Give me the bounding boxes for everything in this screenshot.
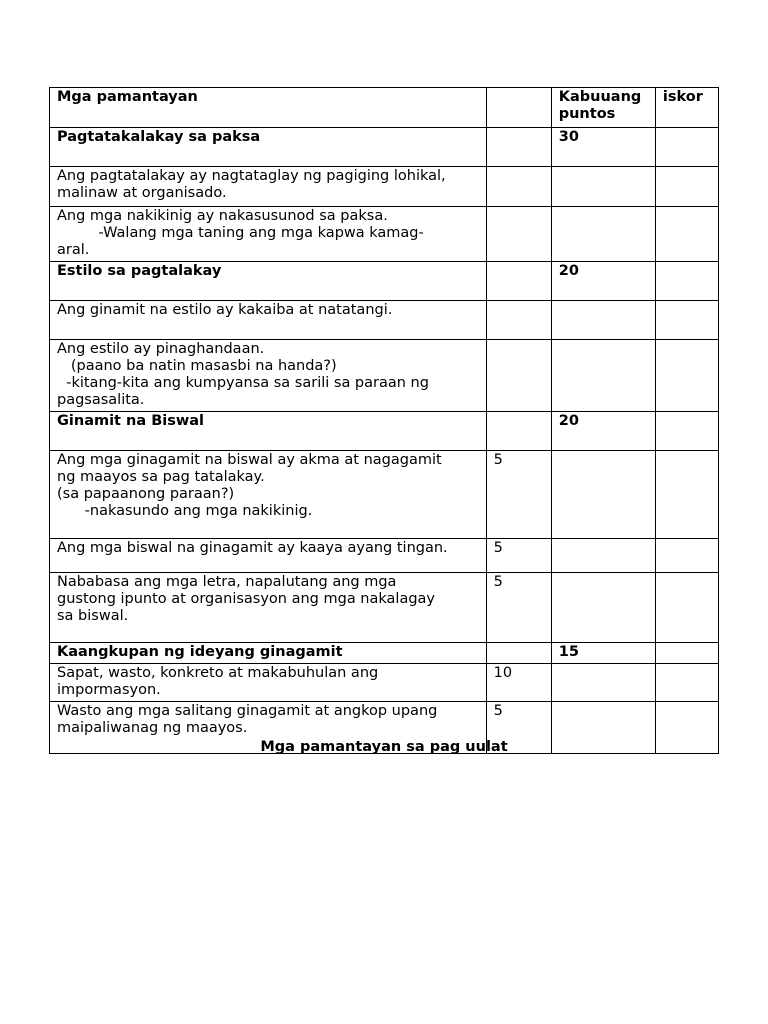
section-title: [50, 412, 487, 451]
text-line: Estilo sa pagtalakay: [57, 263, 222, 279]
total-cell: [551, 573, 655, 643]
text-line: ng maayos sa pag tatalakay.: [57, 469, 265, 485]
total-cell: [551, 340, 655, 412]
text-line: Ginamit na Biswal: [57, 413, 204, 429]
criterion-text: [50, 451, 487, 539]
criterion-row: [50, 664, 719, 702]
score-cell: [655, 573, 718, 643]
criterion-row: [50, 207, 719, 262]
score-cell: [655, 340, 718, 412]
criterion-row: [50, 539, 719, 573]
rubric-table: [49, 87, 719, 754]
section-title: [50, 262, 487, 301]
text-line: Ang mga ginagamit na biswal ay akma at nagagamit: [57, 452, 442, 468]
criterion-text: [50, 167, 487, 207]
text-line: sa biswal.: [57, 608, 129, 624]
points-cell: [486, 167, 551, 207]
points-cell: 10: [486, 664, 551, 702]
score-cell: [655, 262, 718, 301]
score-cell: [655, 412, 718, 451]
text-line: Nababasa ang mga letra, napalutang ang mga: [57, 574, 397, 590]
total-cell: [551, 207, 655, 262]
score-cell: [655, 167, 718, 207]
points-cell: [486, 340, 551, 412]
header-criteria: Mga pamantayan: [50, 88, 487, 128]
section-row: [50, 128, 719, 167]
points-cell: [486, 262, 551, 301]
text-line: (sa papaanong paraan?): [57, 486, 235, 502]
text-line: Ang pagtatalakay ay nagtataglay ng pagiging lohikal,: [57, 168, 446, 184]
total-cell: 20: [551, 262, 655, 301]
points-cell: [486, 128, 551, 167]
score-cell: [655, 207, 718, 262]
text-line: -Walang mga taning ang mga kapwa kamag-: [57, 225, 424, 241]
text-line: Pagtatakalakay sa paksa: [57, 129, 261, 145]
text-line: -nakasundo ang mga nakikinig.: [57, 503, 313, 519]
section-row: [50, 412, 719, 451]
score-cell: [655, 301, 718, 340]
score-cell: [655, 664, 718, 702]
criterion-text: [50, 340, 487, 412]
text-line: malinaw at organisado.: [57, 185, 227, 201]
points-cell: 5: [486, 539, 551, 573]
section-title: [50, 643, 487, 664]
section-title: [50, 128, 487, 167]
total-cell: [551, 167, 655, 207]
criterion-row: [50, 340, 719, 412]
header-row: [50, 88, 719, 128]
header-total-line1: Kabuuang: [558, 89, 642, 105]
total-cell: [551, 539, 655, 573]
points-cell: 5: [486, 573, 551, 643]
criterion-row: [50, 573, 719, 643]
points-cell: [486, 412, 551, 451]
criterion-text: [50, 539, 487, 573]
text-line: (paano ba natin masasbi na handa?): [57, 358, 337, 374]
criterion-text: [50, 301, 487, 340]
section-row: [50, 643, 719, 664]
header-total-line2: puntos: [558, 106, 616, 122]
criterion-text: [50, 207, 487, 262]
header-score: iskor: [655, 88, 718, 128]
criterion-text: [50, 573, 487, 643]
points-cell: 5: [486, 702, 551, 754]
criterion-row: [50, 451, 719, 539]
total-cell: [551, 451, 655, 539]
criterion-text: [50, 664, 487, 702]
text-line: Ang mga nakikinig ay nakasusunod sa paksa.: [57, 208, 388, 224]
criterion-row: [50, 167, 719, 207]
table-caption: Mga pamantayan sa pag uulat: [260, 739, 508, 755]
text-line: pagsasalita.: [57, 392, 145, 408]
points-cell: [486, 643, 551, 664]
points-cell: 5: [486, 451, 551, 539]
text-line: Ang estilo ay pinaghandaan.: [57, 341, 265, 357]
text-line: maipaliwanag ng maayos.: [57, 720, 248, 736]
header-total: [551, 88, 655, 128]
total-cell: 30: [551, 128, 655, 167]
criterion-row: [50, 301, 719, 340]
rubric-body: [50, 88, 719, 754]
score-cell: [655, 539, 718, 573]
points-cell: [486, 301, 551, 340]
text-line: Kaangkupan ng ideyang ginagamit: [57, 644, 343, 660]
total-cell: 20: [551, 412, 655, 451]
header-points: [486, 88, 551, 128]
text-line: -kitang-kita ang kumpyansa sa sarili sa paraan ng: [57, 375, 429, 391]
total-cell: 15: [551, 643, 655, 664]
total-cell: [551, 664, 655, 702]
text-line: gustong ipunto at organisasyon ang mga nakalagay: [57, 591, 435, 607]
points-cell: [486, 207, 551, 262]
score-cell: [655, 128, 718, 167]
total-cell: [551, 301, 655, 340]
text-line: Wasto ang mga salitang ginagamit at angkop upang: [57, 703, 438, 719]
text-line: Ang mga biswal na ginagamit ay kaaya ayang tingan.: [57, 540, 448, 556]
score-cell: [655, 451, 718, 539]
text-line: impormasyon.: [57, 682, 161, 698]
text-line: Sapat, wasto, konkreto at makabuhulan ang: [57, 665, 379, 681]
score-cell: [655, 643, 718, 664]
text-line: Ang ginamit na estilo ay kakaiba at natatangi.: [57, 302, 393, 318]
text-line: aral.: [57, 242, 90, 258]
section-row: [50, 262, 719, 301]
